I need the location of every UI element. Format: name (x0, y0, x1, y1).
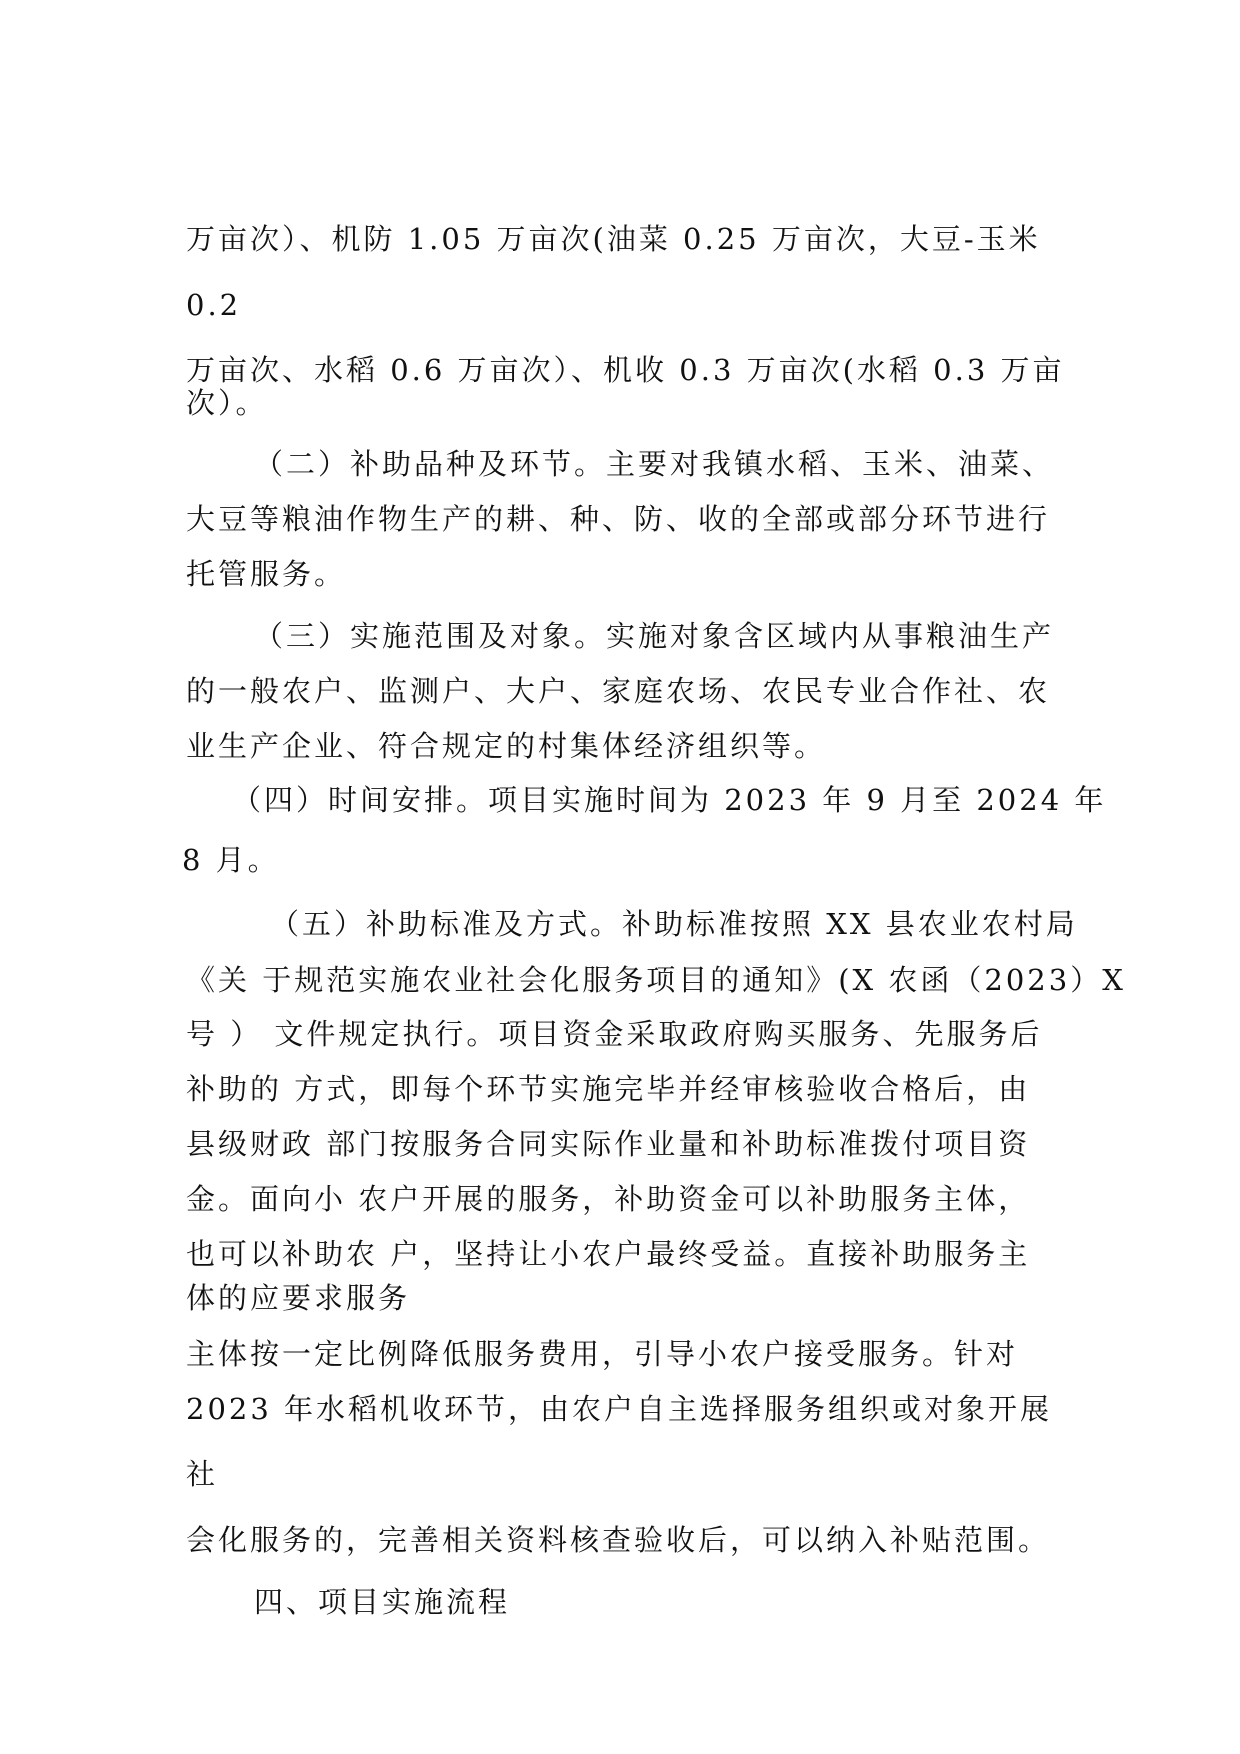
text-line: 次）。 (186, 386, 268, 420)
text-line: 会化服务的，完善相关资料核查验收后，可以纳入补贴范围。 (186, 1523, 1051, 1557)
text-line: 补助的 方式，即每个环节实施完毕并经审核验收合格后，由 (186, 1072, 1031, 1106)
text-line: 社 (186, 1457, 219, 1491)
text-line: 托管服务。 (186, 557, 347, 591)
text-line: 体的应要求服务 (186, 1281, 411, 1315)
text-line: 万亩次）、机防 1.05 万亩次(油菜 0.25 万亩次，大豆-玉米 (186, 222, 1041, 256)
text-line: 8 月。 (182, 843, 280, 877)
text-line: 大豆等粮油作物生产的耕、种、防、收的全部或部分环节进行 (186, 502, 1051, 536)
text-line: 万亩次、水稻 0.6 万亩次）、机收 0.3 万亩次(水稻 0.3 万亩 (186, 353, 1065, 387)
text-line: 金。面向小 农户开展的服务，补助资金可以补助服务主体， (186, 1182, 1031, 1216)
text-line: 《关 于规范实施农业社会化服务项目的通知》(X 农函（2023）X (186, 963, 1126, 997)
text-line: 2023 年水稻机收环节，由农户自主选择服务组织或对象开展 (186, 1392, 1053, 1426)
section-heading: 四、项目实施流程 (254, 1585, 511, 1619)
text-line: 0.2 (186, 288, 242, 322)
text-line: 主体按一定比例降低服务费用，引导小农户接受服务。针对 (186, 1337, 1019, 1371)
paragraph-heading-line: （五）补助标准及方式。补助标准按照 XX 县农业农村局 (270, 907, 1078, 941)
text-line: 的一般农户、监测户、大户、家庭农场、农民专业合作社、农 (186, 674, 1051, 708)
text-line: 县级财政 部门按服务合同实际作业量和补助标准拨付项目资 (186, 1127, 1031, 1161)
paragraph-heading-line: （四）时间安排。项目实施时间为 2023 年 9 月至 2024 年 (232, 783, 1107, 817)
text-line: 也可以补助农 户，坚持让小农户最终受益。直接补助服务主 (186, 1237, 1031, 1271)
paragraph-heading-line: （二）补助品种及环节。主要对我镇水稻、玉米、油菜、 (254, 447, 1055, 481)
text-line: 业生产企业、符合规定的村集体经济组织等。 (186, 729, 827, 763)
paragraph-heading-line: （三）实施范围及对象。实施对象含区域内从事粮油生产 (254, 619, 1055, 653)
text-line: 号 ） 文件规定执行。项目资金采取政府购买服务、先服务后 (186, 1017, 1043, 1051)
